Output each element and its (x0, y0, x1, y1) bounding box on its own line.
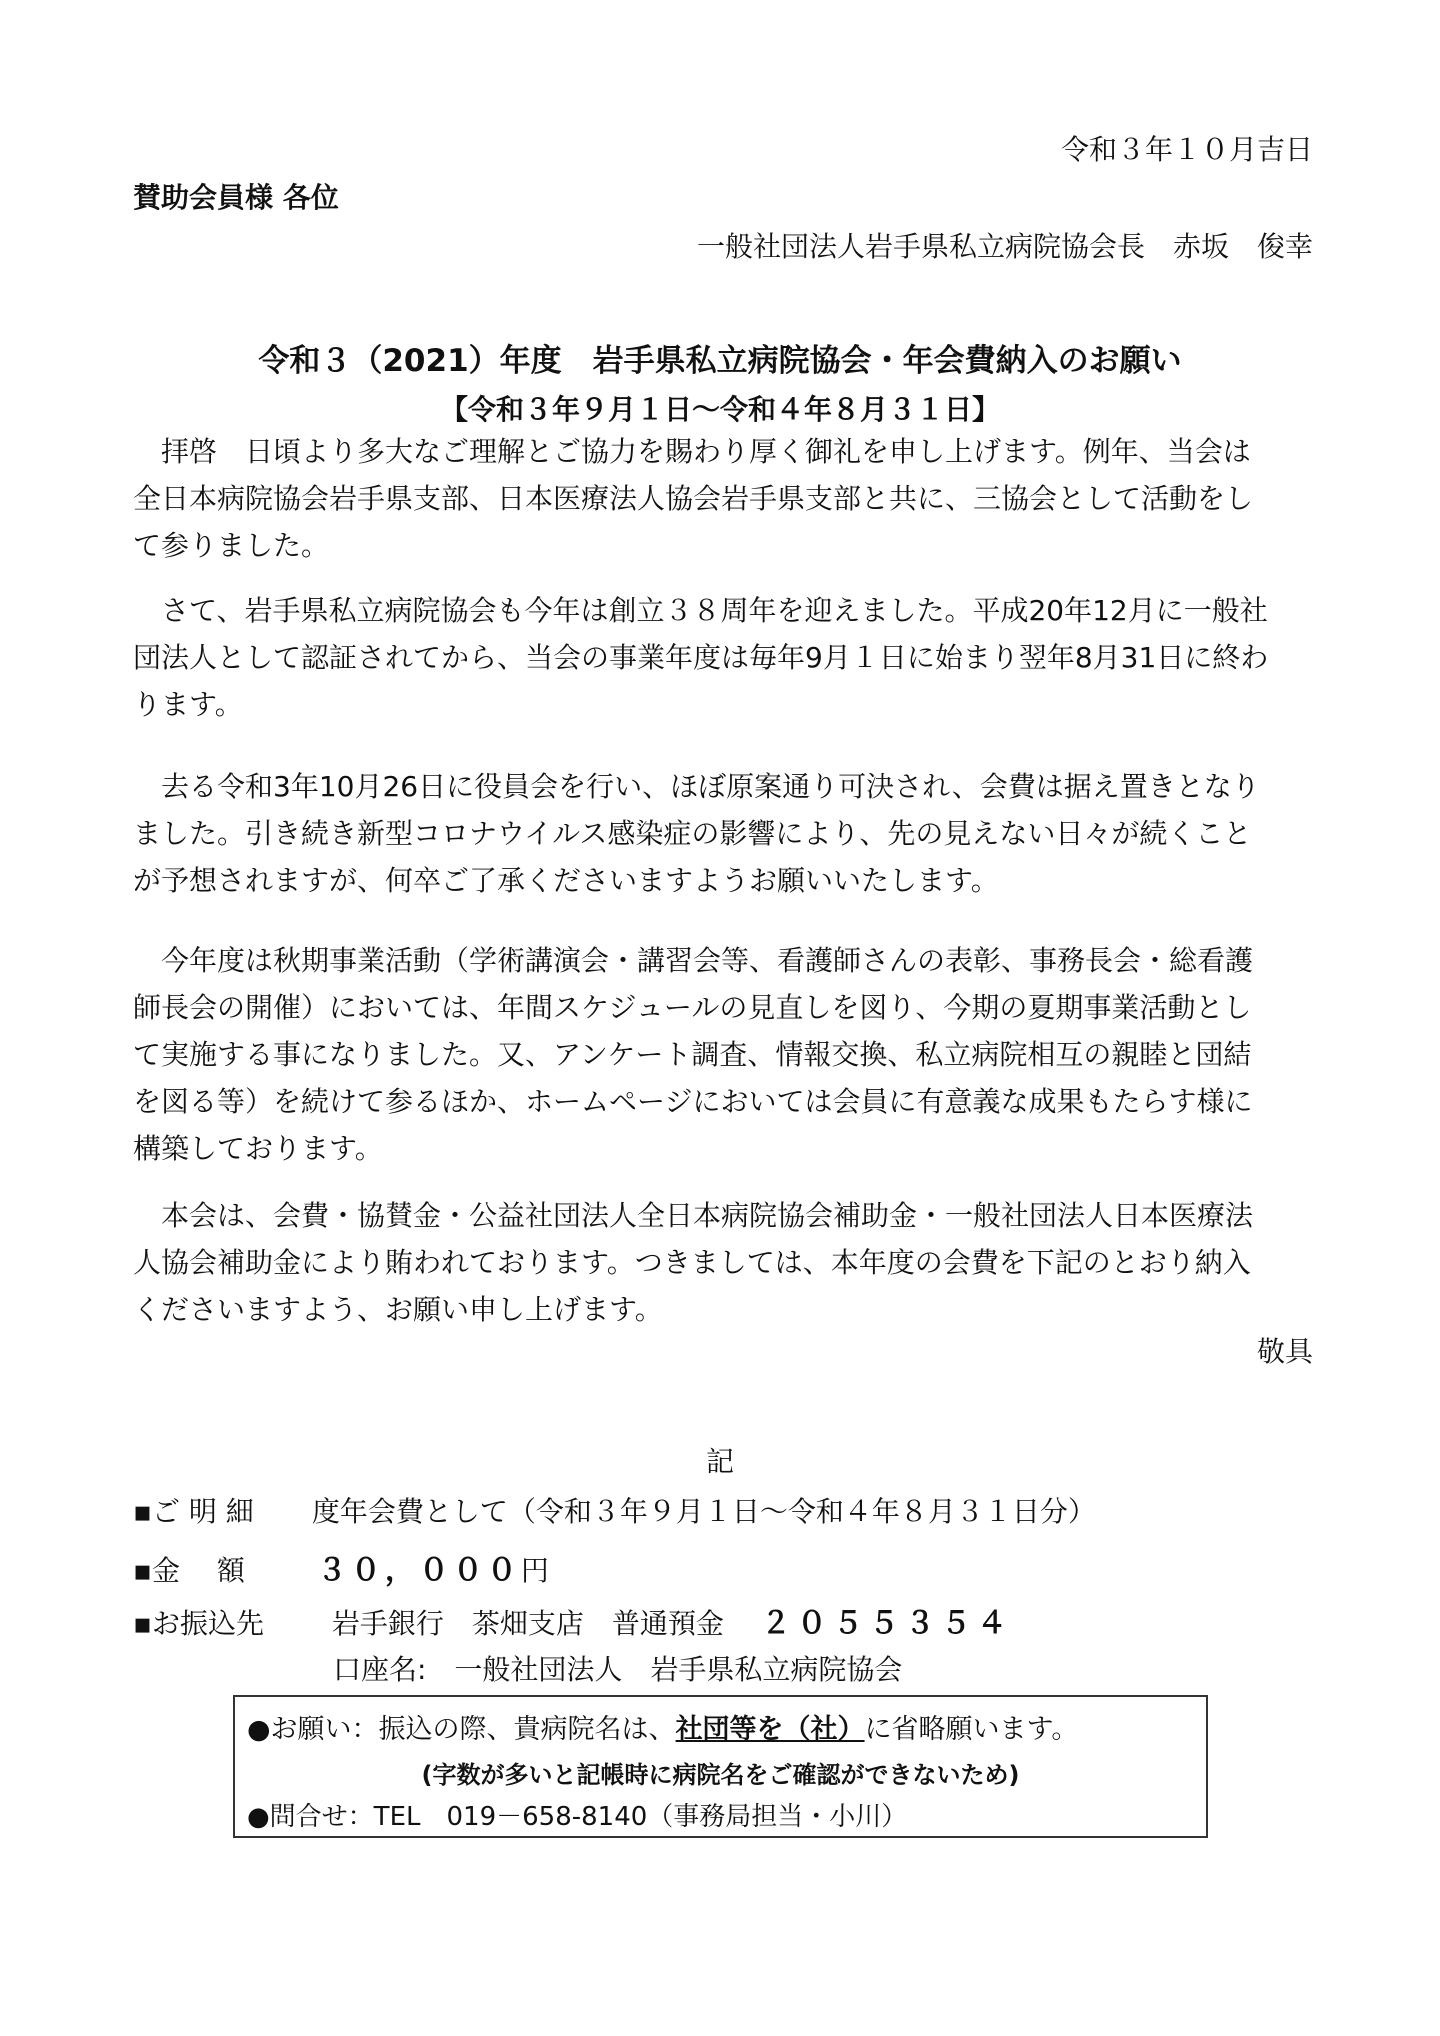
paragraph-line: ります。 (133, 688, 243, 721)
sender: 一般社団法人岩手県私立病院協会長 赤坂 俊幸 (696, 230, 1313, 263)
paragraph-line: くださいますよう、お願い申し上げます。 (133, 1293, 663, 1326)
request-reason: (字数が多いと記帳時に病院名をご確認ができないため) (421, 1761, 1020, 1789)
fiscal-period: 【令和３年９月１日〜令和４年８月３１日】 (439, 393, 1000, 426)
account-number: ２０５５３５４ (760, 1606, 1013, 1641)
paragraph-line: て実施する事になりました。又、アンケート調査、情報交換、私立病院相互の親睦と団結 (133, 1038, 1252, 1071)
paragraph-line: 拝啓 日頃より多大なご理解とご協力を賜わり厚く御礼を申し上げます。例年、当会は (133, 435, 1251, 468)
closing-word: 敬具 (1256, 1335, 1313, 1368)
paragraph-line: 構築しております。 (133, 1132, 383, 1165)
paragraph-funding (133, 1192, 1313, 1333)
paragraph-line: 去る令和3年10月26日に役員会を行い、ほぼ原案通り可決され、会費は据え置きとなり (133, 770, 1260, 803)
amount-row (133, 1545, 549, 1589)
record-heading: 記 (705, 1445, 734, 1478)
paragraph-line: を図る等）を続けて参るほか、ホームページにおいては会員に有意義な成果もたらす様に (133, 1085, 1253, 1118)
notes-box (233, 1695, 1208, 1838)
paragraph-anniversary (133, 587, 1313, 728)
paragraph-line: ました。引き続き新型コロナウイルス感染症の影響により、先の見えない日々が続くこと (133, 817, 1252, 850)
details-row (133, 1490, 1096, 1530)
paragraph-line: 今年度は秋期事業活動（学術講演会・講習会等、看護師さんの表彰、事務長会・総看護 (133, 944, 1254, 977)
paragraph-line: 本会は、会費・協賛金・公益社団法人全日本病院協会補助金・一般社団法人日本医療法 (133, 1199, 1254, 1232)
request-suffix: に省略願います。 (864, 1714, 1079, 1745)
paragraph-line: 全日本病院協会岩手県支部、日本医療法人協会岩手県支部と共に、三協会として活動をし (133, 482, 1254, 515)
transfer-label: ▪お振込先 (133, 1607, 264, 1640)
request-emphasis: 社団等を（社） (675, 1714, 865, 1745)
amount-value: ３０，０００ (316, 1553, 521, 1588)
paragraph-board-meeting (133, 763, 1313, 904)
issue-date: 令和３年１０月吉日 (1060, 133, 1313, 166)
details-label: ▪ご 明 細 (133, 1495, 254, 1528)
addressee: 賛助会員様 各位 (133, 181, 339, 214)
amount-unit: 円 (520, 1554, 549, 1587)
request-note (247, 1707, 1078, 1746)
document-title: 令和３（2021）年度 岩手県私立病院協会・年会費納入のお願い (258, 343, 1182, 379)
paragraph-activities (133, 937, 1313, 1172)
bank-name: 岩手銀行 茶畑支店 普通預金 (331, 1607, 724, 1640)
transfer-row (133, 1598, 1013, 1642)
request-prefix: ●お願い：振込の際、貴病院名は、 (247, 1714, 676, 1745)
paragraph-line: が予想されますが、何卒ご了承くださいますようお願いいたします。 (133, 864, 999, 897)
paragraph-greeting (133, 428, 1313, 569)
paragraph-line: 人協会補助金により賄われております。つきましては、本年度の会費を下記のとおり納入 (133, 1246, 1251, 1279)
paragraph-line: 師長会の開催）においては、年間スケジュールの見直しを図り、今期の夏期事業活動とし (133, 991, 1252, 1024)
paragraph-line: さて、岩手県私立病院協会も今年は創立３８周年を迎えました。平成20年12月に一般社 (133, 594, 1268, 627)
details-value: 度年会費として（令和３年９月１日〜令和４年８月３１日分） (311, 1495, 1096, 1528)
contact-note: ●問合せ：TEL 019－658-8140（事務局担当・小川） (247, 1802, 908, 1832)
account-name: 口座名: 一般社団法人 岩手県私立病院協会 (333, 1653, 903, 1686)
paragraph-line: 団法人として認証されてから、当会の事業年度は毎年9月１日に始まり翌年8月31日に終わ (133, 641, 1269, 674)
amount-label: ▪金 額 (133, 1554, 245, 1587)
paragraph-line: て参りました。 (133, 529, 330, 562)
